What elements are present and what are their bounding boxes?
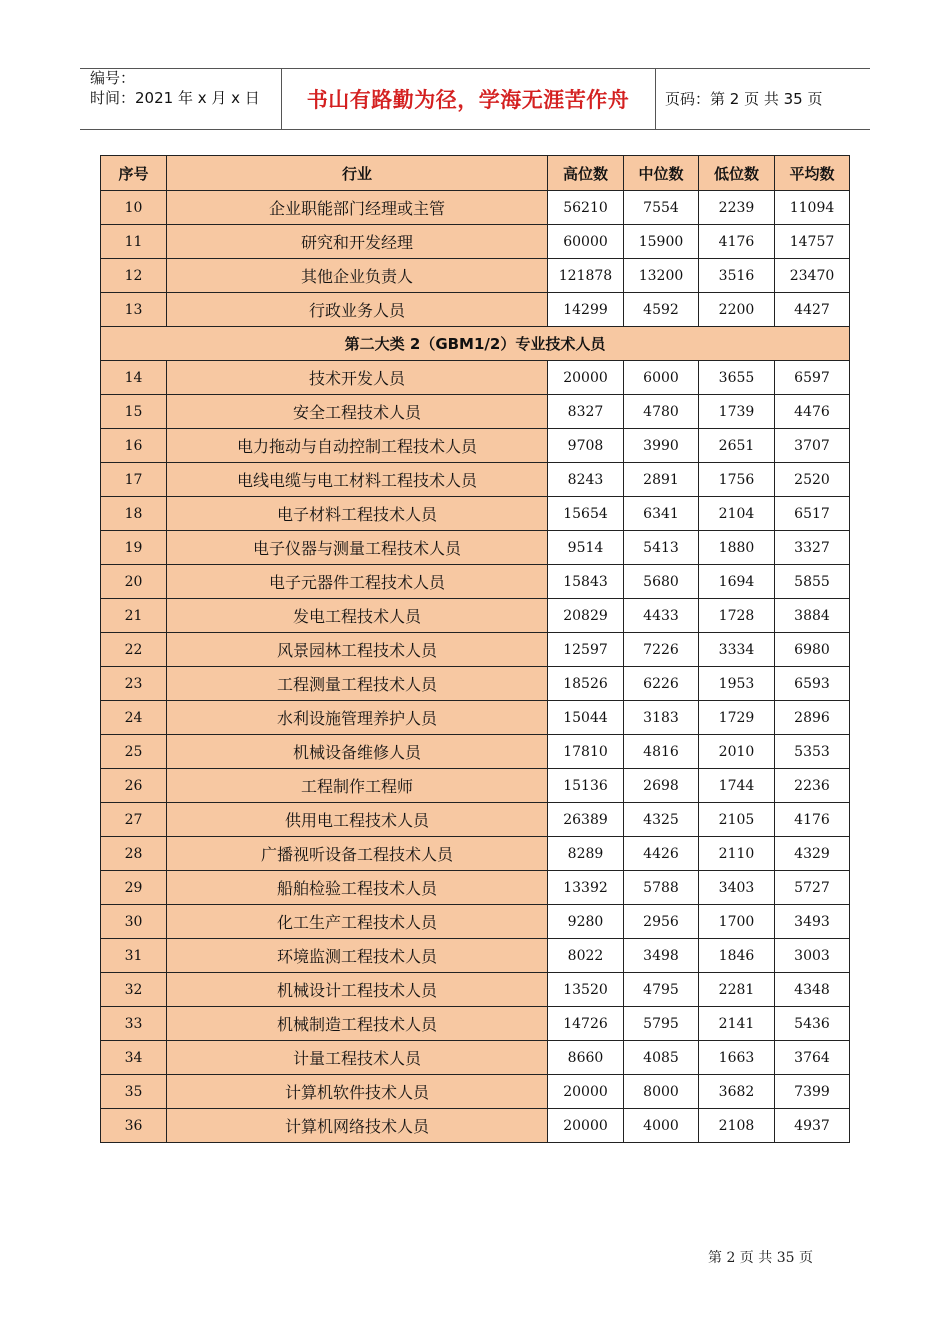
row-mid-value: 3990 (624, 429, 699, 463)
row-mid-value: 8000 (624, 1075, 699, 1109)
row-low-value: 2281 (699, 973, 775, 1007)
row-industry: 工程测量工程技术人员 (167, 667, 548, 701)
col-header-industry: 行业 (167, 156, 548, 191)
row-high-value: 8243 (548, 463, 624, 497)
table-row (101, 225, 850, 259)
table-row (101, 497, 850, 531)
row-low-value: 1663 (699, 1041, 775, 1075)
row-high-value: 15654 (548, 497, 624, 531)
row-high-value: 14726 (548, 1007, 624, 1041)
row-low-value: 1953 (699, 667, 775, 701)
row-high-value: 13392 (548, 871, 624, 905)
row-low-value: 1756 (699, 463, 775, 497)
row-number: 25 (101, 735, 167, 769)
row-industry: 电力拖动与自动控制工程技术人员 (167, 429, 548, 463)
row-mid-value: 2698 (624, 769, 699, 803)
row-avg-value: 3003 (775, 939, 850, 973)
table-row (101, 871, 850, 905)
table-row (101, 259, 850, 293)
row-avg-value: 5353 (775, 735, 850, 769)
table-header-row (101, 156, 850, 191)
row-mid-value: 5788 (624, 871, 699, 905)
row-number: 20 (101, 565, 167, 599)
row-mid-value: 6226 (624, 667, 699, 701)
row-high-value: 8327 (548, 395, 624, 429)
row-high-value: 121878 (548, 259, 624, 293)
row-mid-value: 4000 (624, 1109, 699, 1143)
row-mid-value: 2891 (624, 463, 699, 497)
row-number: 12 (101, 259, 167, 293)
col-header-high: 高位数 (548, 156, 624, 191)
header-divider-right (655, 68, 656, 129)
row-mid-value: 3183 (624, 701, 699, 735)
row-avg-value: 6593 (775, 667, 850, 701)
row-high-value: 13520 (548, 973, 624, 1007)
row-number: 18 (101, 497, 167, 531)
table-row (101, 429, 850, 463)
table-row (101, 361, 850, 395)
row-high-value: 20000 (548, 1109, 624, 1143)
row-mid-value: 15900 (624, 225, 699, 259)
table-row (101, 973, 850, 1007)
table-row (101, 769, 850, 803)
table-row (101, 1109, 850, 1143)
table-row (101, 837, 850, 871)
table-row (101, 599, 850, 633)
row-low-value: 2104 (699, 497, 775, 531)
table-row (101, 905, 850, 939)
row-low-value: 1739 (699, 395, 775, 429)
salary-table (100, 155, 850, 1143)
col-header-low: 低位数 (699, 156, 775, 191)
table-row (101, 531, 850, 565)
table-row (101, 1007, 850, 1041)
row-industry: 电子材料工程技术人员 (167, 497, 548, 531)
row-mid-value: 13200 (624, 259, 699, 293)
row-high-value: 9280 (548, 905, 624, 939)
row-avg-value: 4176 (775, 803, 850, 837)
row-low-value: 1700 (699, 905, 775, 939)
footer-page-number: 第 2 页 共 35 页 (708, 1250, 813, 1266)
table-row (101, 1041, 850, 1075)
row-number: 19 (101, 531, 167, 565)
table-row (101, 463, 850, 497)
table-row (101, 667, 850, 701)
row-mid-value: 4816 (624, 735, 699, 769)
row-industry: 行政业务人员 (167, 293, 548, 327)
section-title: 第二大类 2（GBM1/2）专业技术人员 (101, 327, 850, 361)
row-industry: 风景园林工程技术人员 (167, 633, 548, 667)
row-number: 26 (101, 769, 167, 803)
row-low-value: 2200 (699, 293, 775, 327)
table-row (101, 191, 850, 225)
row-avg-value: 6980 (775, 633, 850, 667)
row-high-value: 20000 (548, 361, 624, 395)
table-row (101, 565, 850, 599)
row-number: 22 (101, 633, 167, 667)
row-avg-value: 11094 (775, 191, 850, 225)
row-industry: 计量工程技术人员 (167, 1041, 548, 1075)
row-industry: 水利设施管理养护人员 (167, 701, 548, 735)
row-avg-value: 23470 (775, 259, 850, 293)
row-number: 13 (101, 293, 167, 327)
row-high-value: 8660 (548, 1041, 624, 1075)
row-industry: 船舶检验工程技术人员 (167, 871, 548, 905)
row-avg-value: 2520 (775, 463, 850, 497)
row-number: 17 (101, 463, 167, 497)
row-industry: 研究和开发经理 (167, 225, 548, 259)
row-industry: 技术开发人员 (167, 361, 548, 395)
row-low-value: 1694 (699, 565, 775, 599)
table-body-main (101, 361, 850, 1143)
row-industry: 电子仪器与测量工程技术人员 (167, 531, 548, 565)
row-industry: 供用电工程技术人员 (167, 803, 548, 837)
row-high-value: 8022 (548, 939, 624, 973)
row-avg-value: 3884 (775, 599, 850, 633)
row-low-value: 3403 (699, 871, 775, 905)
row-high-value: 15044 (548, 701, 624, 735)
row-mid-value: 4085 (624, 1041, 699, 1075)
row-low-value: 2105 (699, 803, 775, 837)
row-avg-value: 2236 (775, 769, 850, 803)
row-number: 31 (101, 939, 167, 973)
row-low-value: 2141 (699, 1007, 775, 1041)
row-mid-value: 4780 (624, 395, 699, 429)
row-avg-value: 5727 (775, 871, 850, 905)
row-avg-value: 4329 (775, 837, 850, 871)
table-section (101, 327, 850, 361)
row-low-value: 3334 (699, 633, 775, 667)
row-low-value: 1880 (699, 531, 775, 565)
row-avg-value: 4937 (775, 1109, 850, 1143)
row-mid-value: 5795 (624, 1007, 699, 1041)
header-motto: 书山有路勤为径，学海无涯苦作舟 (306, 87, 630, 112)
table-body-top (101, 191, 850, 327)
row-avg-value: 3764 (775, 1041, 850, 1075)
row-industry: 化工生产工程技术人员 (167, 905, 548, 939)
row-number: 29 (101, 871, 167, 905)
row-high-value: 18526 (548, 667, 624, 701)
row-number: 10 (101, 191, 167, 225)
row-mid-value: 4795 (624, 973, 699, 1007)
doc-time-label: 时间：2021 年 x 月 x 日 (90, 89, 260, 107)
row-low-value: 1744 (699, 769, 775, 803)
col-header-mid: 中位数 (624, 156, 699, 191)
row-industry: 工程制作工程师 (167, 769, 548, 803)
row-high-value: 26389 (548, 803, 624, 837)
row-high-value: 8289 (548, 837, 624, 871)
row-number: 24 (101, 701, 167, 735)
row-avg-value: 5855 (775, 565, 850, 599)
row-number: 28 (101, 837, 167, 871)
row-industry: 机械设备维修人员 (167, 735, 548, 769)
row-avg-value: 4348 (775, 973, 850, 1007)
row-industry: 其他企业负责人 (167, 259, 548, 293)
row-high-value: 20829 (548, 599, 624, 633)
row-high-value: 12597 (548, 633, 624, 667)
table-row (101, 939, 850, 973)
row-mid-value: 4592 (624, 293, 699, 327)
col-header-avg: 平均数 (775, 156, 850, 191)
section-header-row (101, 327, 850, 361)
row-number: 21 (101, 599, 167, 633)
row-avg-value: 3327 (775, 531, 850, 565)
row-mid-value: 2956 (624, 905, 699, 939)
row-high-value: 9708 (548, 429, 624, 463)
row-high-value: 15136 (548, 769, 624, 803)
row-industry: 机械设计工程技术人员 (167, 973, 548, 1007)
row-low-value: 3655 (699, 361, 775, 395)
row-high-value: 56210 (548, 191, 624, 225)
row-avg-value: 14757 (775, 225, 850, 259)
row-mid-value: 4426 (624, 837, 699, 871)
row-number: 27 (101, 803, 167, 837)
row-low-value: 2108 (699, 1109, 775, 1143)
col-header-no: 序号 (101, 156, 167, 191)
row-industry: 企业职能部门经理或主管 (167, 191, 548, 225)
table-row (101, 633, 850, 667)
header-meta (90, 68, 260, 108)
row-mid-value: 3498 (624, 939, 699, 973)
row-high-value: 14299 (548, 293, 624, 327)
row-number: 23 (101, 667, 167, 701)
row-number: 35 (101, 1075, 167, 1109)
row-industry: 计算机网络技术人员 (167, 1109, 548, 1143)
row-mid-value: 4325 (624, 803, 699, 837)
row-low-value: 4176 (699, 225, 775, 259)
table-row (101, 395, 850, 429)
row-industry: 环境监测工程技术人员 (167, 939, 548, 973)
row-avg-value: 6597 (775, 361, 850, 395)
table-row (101, 701, 850, 735)
row-avg-value: 5436 (775, 1007, 850, 1041)
row-mid-value: 5680 (624, 565, 699, 599)
row-mid-value: 7554 (624, 191, 699, 225)
row-avg-value: 3707 (775, 429, 850, 463)
header-page-info: 页码：第 2 页 共 35 页 (665, 90, 823, 108)
row-number: 14 (101, 361, 167, 395)
row-mid-value: 4433 (624, 599, 699, 633)
row-high-value: 9514 (548, 531, 624, 565)
row-low-value: 2239 (699, 191, 775, 225)
row-number: 16 (101, 429, 167, 463)
row-mid-value: 6000 (624, 361, 699, 395)
row-number: 30 (101, 905, 167, 939)
row-industry: 计算机软件技术人员 (167, 1075, 548, 1109)
table-row (101, 735, 850, 769)
row-number: 15 (101, 395, 167, 429)
doc-number-label: 编号： (90, 69, 136, 87)
row-high-value: 17810 (548, 735, 624, 769)
row-avg-value: 7399 (775, 1075, 850, 1109)
row-avg-value: 4476 (775, 395, 850, 429)
row-low-value: 1728 (699, 599, 775, 633)
row-industry: 广播视听设备工程技术人员 (167, 837, 548, 871)
row-industry: 安全工程技术人员 (167, 395, 548, 429)
row-mid-value: 7226 (624, 633, 699, 667)
row-number: 11 (101, 225, 167, 259)
row-industry: 电线电缆与电工材料工程技术人员 (167, 463, 548, 497)
row-mid-value: 6341 (624, 497, 699, 531)
row-low-value: 2010 (699, 735, 775, 769)
row-avg-value: 3493 (775, 905, 850, 939)
row-high-value: 15843 (548, 565, 624, 599)
row-low-value: 3516 (699, 259, 775, 293)
row-industry: 机械制造工程技术人员 (167, 1007, 548, 1041)
row-avg-value: 2896 (775, 701, 850, 735)
row-low-value: 1729 (699, 701, 775, 735)
row-low-value: 2110 (699, 837, 775, 871)
row-high-value: 20000 (548, 1075, 624, 1109)
row-low-value: 3682 (699, 1075, 775, 1109)
table-row (101, 293, 850, 327)
table-row (101, 803, 850, 837)
row-avg-value: 4427 (775, 293, 850, 327)
row-number: 34 (101, 1041, 167, 1075)
row-avg-value: 6517 (775, 497, 850, 531)
row-number: 32 (101, 973, 167, 1007)
row-mid-value: 5413 (624, 531, 699, 565)
row-number: 36 (101, 1109, 167, 1143)
row-low-value: 1846 (699, 939, 775, 973)
row-industry: 电子元器件工程技术人员 (167, 565, 548, 599)
row-high-value: 60000 (548, 225, 624, 259)
row-low-value: 2651 (699, 429, 775, 463)
header-bottom-rule (80, 129, 870, 130)
table-row (101, 1075, 850, 1109)
row-industry: 发电工程技术人员 (167, 599, 548, 633)
row-number: 33 (101, 1007, 167, 1041)
